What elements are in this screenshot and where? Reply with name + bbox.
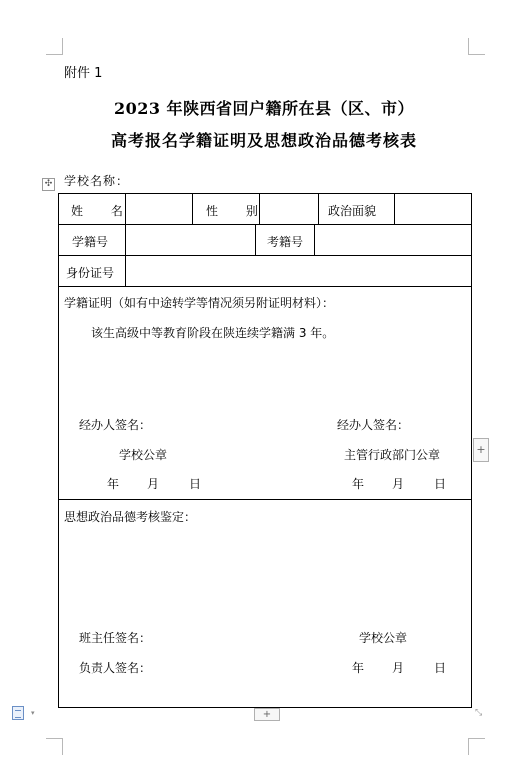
date-month-right: 月 [392, 477, 405, 491]
date-day-left: 日 [189, 477, 202, 491]
id-card-label: 身份证号 [66, 266, 115, 280]
political-status-label: 政治面貌 [328, 204, 377, 218]
handler-sign-left: 经办人签名： [79, 418, 152, 432]
table-move-handle-icon[interactable]: ✣ [42, 178, 55, 191]
table-row-divider [59, 255, 471, 256]
table-row-divider [59, 224, 471, 225]
student-id-label: 学籍号 [72, 235, 109, 249]
table-col-divider [314, 224, 315, 255]
leader-sign-label: 负责人签名： [79, 661, 152, 675]
moral-date-day: 日 [434, 661, 447, 675]
date-day-right: 日 [434, 477, 447, 491]
exam-id-label: 考籍号 [267, 235, 304, 249]
table-resize-handle-icon[interactable]: ⤡ [475, 708, 483, 718]
school-seal-label: 学校公章 [119, 448, 168, 462]
status-statement: 该生高级中等教育阶段在陕连续学籍满 3 年。 [91, 326, 335, 340]
table-col-divider [125, 255, 126, 286]
dept-seal-label: 主管行政部门公章 [344, 448, 441, 462]
table-row-divider [59, 286, 471, 287]
table-col-divider [125, 224, 126, 255]
moral-school-seal-label: 学校公章 [359, 631, 408, 645]
document-title-line2: 高考报名学籍证明及思想政治品德考核表 [110, 131, 417, 150]
page-corner-mark-bottom-left [46, 738, 63, 755]
political-status-field[interactable] [398, 198, 468, 220]
name-label: 姓 名 [71, 204, 135, 218]
add-row-button[interactable]: + [254, 708, 280, 721]
date-year-right: 年 [352, 477, 365, 491]
moral-section-heading: 思想政治品德考核鉴定： [64, 510, 197, 524]
add-column-button[interactable]: + [473, 438, 489, 462]
page-corner-mark-bottom-right [468, 738, 485, 755]
table-row-divider [59, 499, 471, 500]
moral-date-month: 月 [392, 661, 405, 675]
attachment-label: 附件 1 [64, 66, 103, 81]
table-col-divider [318, 194, 319, 224]
chevron-down-icon[interactable]: ▾ [31, 709, 35, 717]
table-col-divider [192, 194, 193, 224]
gender-field[interactable] [263, 198, 315, 220]
table-col-divider [255, 224, 256, 255]
school-name-label: 学校名称： [64, 174, 130, 188]
id-card-field[interactable] [129, 259, 467, 281]
teacher-sign-label: 班主任签名： [79, 631, 152, 645]
student-id-field[interactable] [129, 228, 251, 250]
exam-id-field[interactable] [318, 228, 468, 250]
document-icon[interactable] [12, 706, 24, 720]
moral-date-year: 年 [352, 661, 365, 675]
date-month-left: 月 [147, 477, 160, 491]
handler-sign-right: 经办人签名： [337, 418, 410, 432]
table-col-divider [394, 194, 395, 224]
page-corner-mark-top-left [46, 38, 63, 55]
gender-label: 性 别 [206, 204, 270, 218]
document-title-line1: 2023 年陕西省回户籍所在县（区、市） [113, 99, 415, 118]
status-section-heading: 学籍证明（如有中途转学等情况须另附证明材料）： [64, 296, 335, 310]
name-field[interactable] [129, 198, 189, 220]
page-corner-mark-top-right [468, 38, 485, 55]
date-year-left: 年 [107, 477, 120, 491]
form-table [58, 193, 472, 708]
